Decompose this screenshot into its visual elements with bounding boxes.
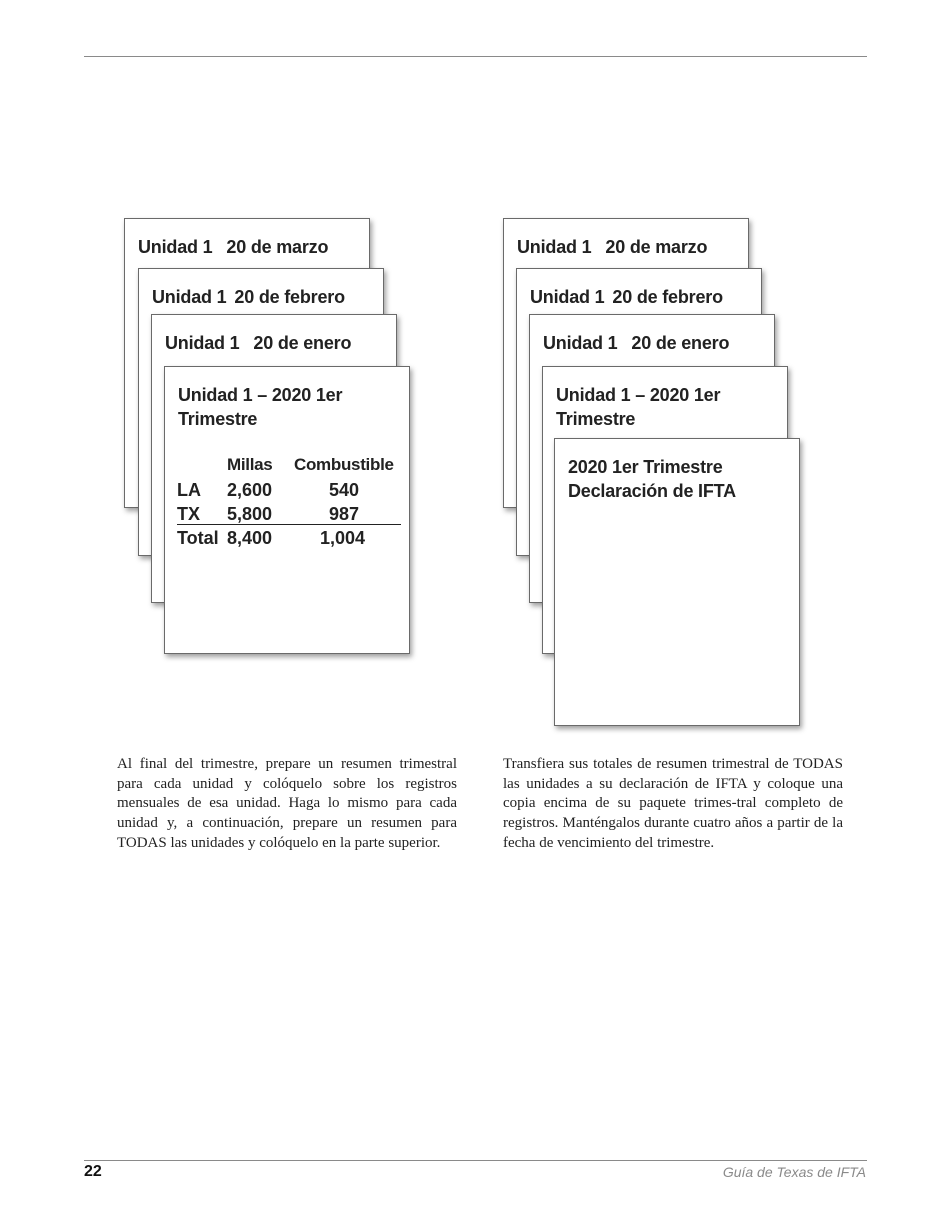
card-title: [152, 285, 345, 309]
unit-label: Unidad 1: [165, 333, 240, 353]
ifta-declaration-card: [554, 438, 800, 726]
unit-label: Unidad 1: [530, 287, 605, 307]
summary-title: Unidad 1 – 2020 1er Trimestre: [556, 385, 721, 429]
total-label: Total: [177, 528, 219, 548]
card-title: [543, 331, 729, 355]
date-label: 20 de enero: [631, 333, 730, 353]
right-caption: Transfiera sus totales de resumen trimestral de TODAS las unidades a su declaración de IFTA y coloque una copia encima de su paquete trimes-tral completo de registros. Manténgalos durante cuatro años a partir de la fecha de vencimiento del trimestre.: [503, 756, 843, 851]
unit-label: Unidad 1: [517, 237, 592, 257]
card-title: [530, 285, 723, 309]
date-label: 20 de marzo: [605, 237, 708, 257]
date-label: 20 de febrero: [234, 287, 345, 307]
state-cell: LA: [177, 480, 201, 500]
fuel-cell: 540: [329, 480, 360, 500]
miles-cell: 2,600: [227, 480, 273, 500]
state-cell: TX: [177, 504, 201, 524]
summary-title: Unidad 1 – 2020 1er Trimestre: [178, 385, 343, 429]
fuel-cell: 987: [329, 504, 360, 524]
sum-underline: [177, 524, 401, 525]
declaration-title: 2020 1er Trimestre Declaración de IFTA: [568, 457, 736, 501]
date-label: 20 de enero: [253, 333, 352, 353]
total-fuel: 1,004: [320, 528, 366, 548]
unit-label: Unidad 1: [543, 333, 618, 353]
date-label: 20 de febrero: [612, 287, 723, 307]
page-number: 22: [84, 1163, 102, 1180]
card-title: [165, 331, 351, 355]
unit-label: Unidad 1: [138, 237, 213, 257]
card-title: [517, 235, 707, 259]
card-title: [138, 235, 328, 259]
miles-column-header: Millas: [227, 455, 273, 474]
footer-title: Guía de Texas de IFTA: [722, 1164, 866, 1180]
left-caption: Al final del trimestre, prepare un resumen trimestral para cada unidad y colóquelo sobre los registros mensuales de esa unidad. Haga lo mismo para cada unidad y, a continuación, prepare un resumen para TODAS las unidades y colóquelo en la parte superior.: [117, 756, 457, 851]
total-miles: 8,400: [227, 528, 273, 548]
quarterly-summary-card: [164, 366, 410, 654]
unit-label: Unidad 1: [152, 287, 227, 307]
mileage-fuel-table: [165, 367, 411, 655]
fuel-column-header: Combustible: [294, 455, 394, 474]
miles-cell: 5,800: [227, 504, 273, 524]
date-label: 20 de marzo: [226, 237, 329, 257]
header-rule: [84, 56, 867, 57]
footer-rule: [84, 1160, 867, 1161]
